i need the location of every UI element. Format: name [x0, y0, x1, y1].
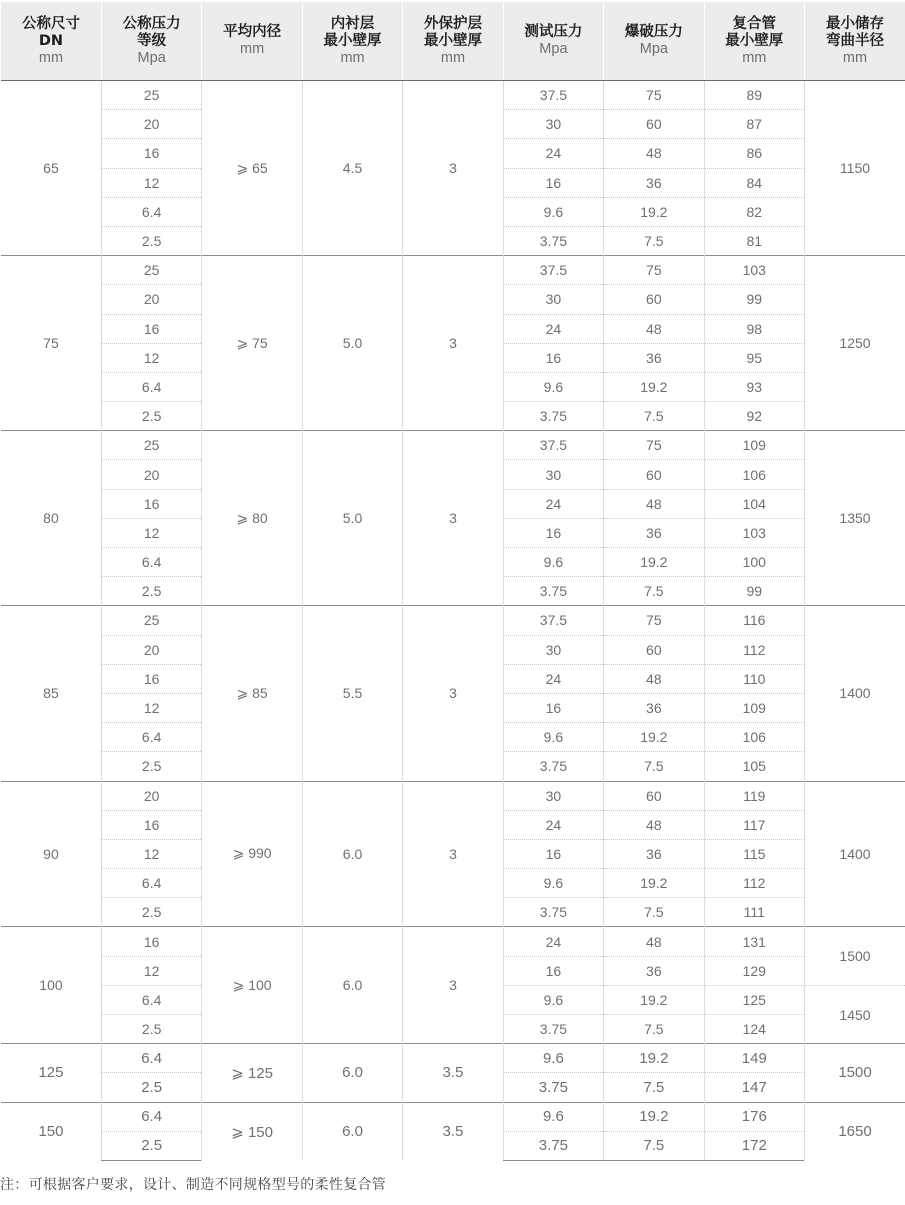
cell-pipe-thickness: 124: [704, 1015, 804, 1044]
cell-pressure-class: 16: [101, 139, 201, 168]
cell-pipe-thickness: 103: [704, 518, 804, 547]
cell-inner-diameter: ⩾ 990: [202, 781, 302, 927]
cell-burst-pressure: 48: [604, 927, 704, 956]
column-header: [101, 2, 201, 81]
cell-burst-pressure: 19.2: [604, 1044, 704, 1073]
cell-outer-thickness: 3: [403, 81, 503, 256]
cell-liner-thickness: 6.0: [302, 1044, 402, 1102]
cell-pipe-thickness: 112: [704, 869, 804, 898]
cell-test-pressure: 3.75: [503, 898, 603, 927]
cell-pipe-thickness: 110: [704, 664, 804, 693]
spec-table: [1, 2, 905, 1161]
column-header: [302, 2, 402, 81]
cell-test-pressure: 16: [503, 956, 603, 985]
column-header: [202, 2, 302, 81]
cell-burst-pressure: 60: [604, 635, 704, 664]
cell-bend-radius: 1450: [805, 985, 905, 1043]
cell-burst-pressure: 7.5: [604, 752, 704, 781]
cell-burst-pressure: 60: [604, 110, 704, 139]
column-header-unit: mm: [38, 49, 64, 66]
cell-burst-pressure: 7.5: [604, 1131, 704, 1160]
cell-pipe-thickness: 119: [704, 781, 804, 810]
header-row: [1, 2, 905, 81]
column-header-title: 最小壁厚: [323, 32, 382, 49]
cell-pipe-thickness: 125: [704, 985, 804, 1014]
cell-test-pressure: 24: [503, 664, 603, 693]
cell-burst-pressure: 36: [604, 956, 704, 985]
cell-pipe-thickness: 115: [704, 839, 804, 868]
column-header-title: 最小储存: [826, 15, 884, 32]
cell-burst-pressure: 19.2: [604, 869, 704, 898]
cell-pipe-thickness: 147: [704, 1073, 804, 1102]
cell-pressure-class: 2.5: [101, 1073, 201, 1102]
cell-inner-diameter: ⩾ 100: [202, 927, 302, 1044]
cell-test-pressure: 9.6: [503, 372, 603, 401]
cell-bend-radius: 1650: [805, 1102, 905, 1160]
cell-test-pressure: 9.6: [503, 985, 603, 1014]
table-body: [1, 81, 905, 1161]
cell-test-pressure: 3.75: [503, 1015, 603, 1044]
cell-pipe-thickness: 93: [704, 372, 804, 401]
cell-pipe-thickness: 111: [704, 898, 804, 927]
cell-liner-thickness: 5.0: [302, 431, 402, 606]
cell-pressure-class: 2.5: [101, 898, 201, 927]
cell-test-pressure: 16: [503, 839, 603, 868]
cell-test-pressure: 3.75: [503, 752, 603, 781]
cell-nominal-size: 150: [1, 1102, 101, 1160]
cell-test-pressure: 16: [503, 168, 603, 197]
column-header-title: 复合管: [732, 15, 777, 32]
cell-pressure-class: 16: [101, 927, 201, 956]
cell-test-pressure: 3.75: [503, 402, 603, 431]
cell-test-pressure: 3.75: [503, 226, 603, 255]
cell-pressure-class: 6.4: [101, 197, 201, 226]
cell-burst-pressure: 19.2: [604, 723, 704, 752]
cell-pipe-thickness: 99: [704, 285, 804, 314]
cell-pipe-thickness: 172: [704, 1131, 804, 1160]
cell-burst-pressure: 48: [604, 810, 704, 839]
cell-pressure-class: 2.5: [101, 402, 201, 431]
table-row: [1, 927, 905, 956]
cell-pipe-thickness: 149: [704, 1044, 804, 1073]
cell-pressure-class: 20: [101, 635, 201, 664]
cell-burst-pressure: 75: [604, 256, 704, 285]
cell-test-pressure: 9.6: [503, 1102, 603, 1131]
cell-pipe-thickness: 87: [704, 110, 804, 139]
cell-test-pressure: 24: [503, 314, 603, 343]
cell-pipe-thickness: 89: [704, 81, 804, 110]
column-header-unit: Mpa: [639, 41, 668, 57]
cell-nominal-size: 75: [1, 256, 101, 431]
cell-burst-pressure: 75: [604, 81, 704, 110]
cell-pressure-class: 6.4: [101, 372, 201, 401]
cell-pipe-thickness: 129: [704, 956, 804, 985]
cell-liner-thickness: 5.5: [302, 606, 402, 781]
cell-pressure-class: 2.5: [101, 1015, 201, 1044]
cell-inner-diameter: ⩾ 150: [202, 1102, 302, 1160]
cell-burst-pressure: 75: [604, 606, 704, 635]
cell-pressure-class: 12: [101, 839, 201, 868]
cell-burst-pressure: 7.5: [604, 402, 704, 431]
cell-liner-thickness: 6.0: [302, 927, 402, 1044]
cell-pressure-class: 6.4: [101, 548, 201, 577]
cell-burst-pressure: 48: [604, 664, 704, 693]
cell-burst-pressure: 60: [604, 285, 704, 314]
table-header: [1, 2, 905, 81]
column-header-title: 爆破压力: [624, 24, 683, 40]
cell-pressure-class: 16: [101, 664, 201, 693]
cell-pipe-thickness: 116: [704, 606, 804, 635]
cell-test-pressure: 16: [503, 693, 603, 722]
cell-pressure-class: 25: [101, 431, 201, 460]
cell-test-pressure: 30: [503, 635, 603, 664]
cell-pipe-thickness: 117: [704, 810, 804, 839]
cell-nominal-size: 100: [1, 927, 101, 1044]
cell-test-pressure: 16: [503, 518, 603, 547]
cell-nominal-size: 65: [43, 160, 59, 177]
cell-pipe-thickness: 95: [704, 343, 804, 372]
cell-burst-pressure: 36: [604, 518, 704, 547]
cell-outer-thickness: 3.5: [403, 1044, 503, 1102]
cell-burst-pressure: 60: [604, 781, 704, 810]
cell-test-pressure: 24: [503, 810, 603, 839]
cell-pipe-thickness: 106: [704, 723, 804, 752]
cell-pipe-thickness: 86: [704, 139, 804, 168]
cell-test-pressure: 37.5: [503, 431, 603, 460]
cell-test-pressure: 9.6: [503, 869, 603, 898]
cell-pipe-thickness: 98: [704, 314, 804, 343]
cell-bend-radius: 1500: [805, 927, 905, 985]
cell-liner-thickness: 4.5: [302, 81, 402, 256]
cell-pipe-thickness: 81: [704, 226, 804, 255]
cell-burst-pressure: 19.2: [604, 372, 704, 401]
column-header: [805, 2, 905, 81]
cell-test-pressure: 9.6: [503, 723, 603, 752]
cell-liner-thickness: 6.0: [302, 1102, 402, 1160]
cell-burst-pressure: 7.5: [604, 577, 704, 606]
column-header-title: 最小壁厚: [423, 32, 482, 49]
cell-inner-diameter: ⩾ 80: [202, 431, 302, 606]
cell-pressure-class: 25: [101, 606, 201, 635]
cell-test-pressure: 9.6: [503, 548, 603, 577]
cell-bend-radius: 1150: [805, 81, 905, 256]
column-header-unit: Mpa: [539, 41, 568, 57]
cell-burst-pressure: 75: [604, 431, 704, 460]
cell-test-pressure: 37.5: [503, 606, 603, 635]
column-header-unit: mm: [240, 41, 265, 57]
column-header: [503, 2, 603, 81]
table-row: [1, 256, 905, 285]
cell-burst-pressure: 7.5: [604, 226, 704, 255]
cell-test-pressure: 30: [503, 285, 603, 314]
cell-bend-radius: 1250: [805, 256, 905, 431]
cell-pressure-class: 20: [101, 781, 201, 810]
cell-pressure-class: 6.4: [101, 985, 201, 1014]
cell-pressure-class: 25: [101, 256, 201, 285]
cell-test-pressure: 3.75: [503, 577, 603, 606]
cell-burst-pressure: 48: [604, 489, 704, 518]
cell-pressure-class: 16: [101, 489, 201, 518]
column-header: [604, 2, 704, 81]
cell-test-pressure: 16: [503, 343, 603, 372]
cell-test-pressure: 37.5: [503, 256, 603, 285]
cell-pressure-class: 20: [101, 460, 201, 489]
cell-burst-pressure: 19.2: [604, 985, 704, 1014]
table-row: [1, 81, 905, 110]
cell-pressure-class: 20: [101, 285, 201, 314]
cell-burst-pressure: 36: [604, 343, 704, 372]
column-header-title: 公称尺寸: [21, 15, 80, 32]
cell-burst-pressure: 19.2: [604, 197, 704, 226]
column-header-title: 测试压力: [524, 24, 583, 40]
cell-pipe-thickness: 103: [704, 256, 804, 285]
table-row: [1, 1044, 905, 1073]
cell-test-pressure: 9.6: [503, 197, 603, 226]
cell-bend-radius: 1400: [805, 781, 905, 927]
column-header-title: 外保护层: [423, 15, 482, 32]
cell-test-pressure: 3.75: [503, 1131, 603, 1160]
cell-bend-radius: 1350: [805, 431, 905, 606]
cell-burst-pressure: 19.2: [604, 548, 704, 577]
table-row: [1, 606, 905, 635]
cell-pressure-class: 25: [101, 81, 201, 110]
cell-burst-pressure: 36: [604, 693, 704, 722]
cell-pressure-class: 2.5: [101, 1131, 201, 1160]
cell-test-pressure: 30: [503, 460, 603, 489]
cell-pressure-class: 12: [101, 518, 201, 547]
cell-test-pressure: 3.75: [503, 1073, 603, 1102]
cell-pressure-class: 16: [101, 314, 201, 343]
cell-pressure-class: 6.4: [101, 869, 201, 898]
cell-burst-pressure: 36: [604, 839, 704, 868]
cell-test-pressure: 24: [503, 489, 603, 518]
cell-burst-pressure: 48: [604, 139, 704, 168]
cell-liner-thickness: 6.0: [302, 781, 402, 927]
cell-outer-thickness: 3: [403, 606, 503, 781]
cell-pressure-class: 2.5: [101, 577, 201, 606]
column-header-title: 内衬层: [330, 15, 375, 32]
cell-nominal-size: 85: [1, 606, 101, 781]
cell-inner-diameter: ⩾ 85: [202, 606, 302, 781]
cell-liner-thickness: 5.0: [302, 256, 402, 431]
cell-test-pressure: 24: [503, 927, 603, 956]
table-row: [1, 1102, 905, 1131]
cell-burst-pressure: 48: [604, 314, 704, 343]
cell-pressure-class: 12: [101, 956, 201, 985]
column-header-unit: mm: [340, 49, 365, 66]
cell-outer-thickness: 3: [403, 781, 503, 927]
cell-pipe-thickness: 100: [704, 548, 804, 577]
cell-pressure-class: 6.4: [101, 1044, 201, 1073]
cell-pressure-class: 12: [101, 168, 201, 197]
cell-burst-pressure: 7.5: [604, 898, 704, 927]
column-header-title: 公称压力: [122, 15, 181, 32]
table-row: [1, 781, 905, 810]
cell-outer-thickness: 3: [403, 927, 503, 1044]
cell-test-pressure: 24: [503, 139, 603, 168]
cell-pipe-thickness: 82: [704, 197, 804, 226]
cell-inner-diameter: ⩾ 125: [202, 1044, 302, 1102]
column-header: [1, 2, 101, 81]
cell-pipe-thickness: 92: [704, 402, 804, 431]
cell-pressure-class: 16: [101, 810, 201, 839]
cell-pressure-class: 6.4: [101, 1102, 201, 1131]
column-header-title: 弯曲半径: [826, 32, 884, 49]
column-header-unit: Mpa: [137, 49, 166, 66]
cell-burst-pressure: 7.5: [604, 1073, 704, 1102]
cell-nominal-size: 80: [1, 431, 101, 606]
cell-bend-radius: 1500: [805, 1044, 905, 1102]
column-header: [403, 2, 503, 81]
cell-pipe-thickness: 84: [704, 168, 804, 197]
cell-pressure-class: 20: [101, 110, 201, 139]
cell-outer-thickness: 3: [403, 431, 503, 606]
column-header: [704, 2, 804, 81]
cell-outer-thickness: 3: [403, 256, 503, 431]
cell-burst-pressure: 19.2: [604, 1102, 704, 1131]
column-header-unit: mm: [440, 49, 466, 66]
cell-test-pressure: 30: [503, 781, 603, 810]
cell-outer-thickness: 3.5: [403, 1102, 503, 1160]
cell-pipe-thickness: 109: [704, 693, 804, 722]
cell-burst-pressure: 36: [604, 168, 704, 197]
cell-pipe-thickness: 105: [704, 752, 804, 781]
cell-pipe-thickness: 176: [704, 1102, 804, 1131]
cell-pipe-thickness: 106: [704, 460, 804, 489]
cell-burst-pressure: 60: [604, 460, 704, 489]
cell-pipe-thickness: 131: [704, 927, 804, 956]
cell-pipe-thickness: 99: [704, 577, 804, 606]
cell-bend-radius: 1400: [805, 606, 905, 781]
cell-test-pressure: 9.6: [503, 1044, 603, 1073]
cell-pressure-class: 6.4: [101, 723, 201, 752]
column-header-title: DN: [38, 32, 64, 49]
footnote: 注：可根据客户要求，设计、制造不同规格型号的柔性复合管: [0, 1177, 387, 1193]
cell-nominal-size: 90: [1, 781, 101, 927]
cell-test-pressure: 30: [503, 110, 603, 139]
cell-pipe-thickness: 112: [704, 635, 804, 664]
cell-inner-diameter: ⩾ 65: [202, 81, 302, 256]
column-header-unit: mm: [842, 49, 868, 66]
column-header-title: 等级: [137, 32, 167, 49]
cell-burst-pressure: 7.5: [604, 1015, 704, 1044]
column-header-title: 平均内径: [223, 24, 282, 40]
cell-pressure-class: 2.5: [101, 752, 201, 781]
table-row: [1, 431, 905, 460]
cell-test-pressure: 37.5: [503, 81, 603, 110]
cell-pressure-class: 12: [101, 693, 201, 722]
cell-pressure-class: 2.5: [101, 226, 201, 255]
cell-nominal-size: 125: [1, 1044, 101, 1102]
cell-inner-diameter: ⩾ 75: [202, 256, 302, 431]
cell-pressure-class: 12: [101, 343, 201, 372]
column-header-title: 最小壁厚: [725, 32, 784, 49]
column-header-unit: mm: [742, 49, 767, 66]
cell-pipe-thickness: 109: [704, 431, 804, 460]
cell-pipe-thickness: 104: [704, 489, 804, 518]
